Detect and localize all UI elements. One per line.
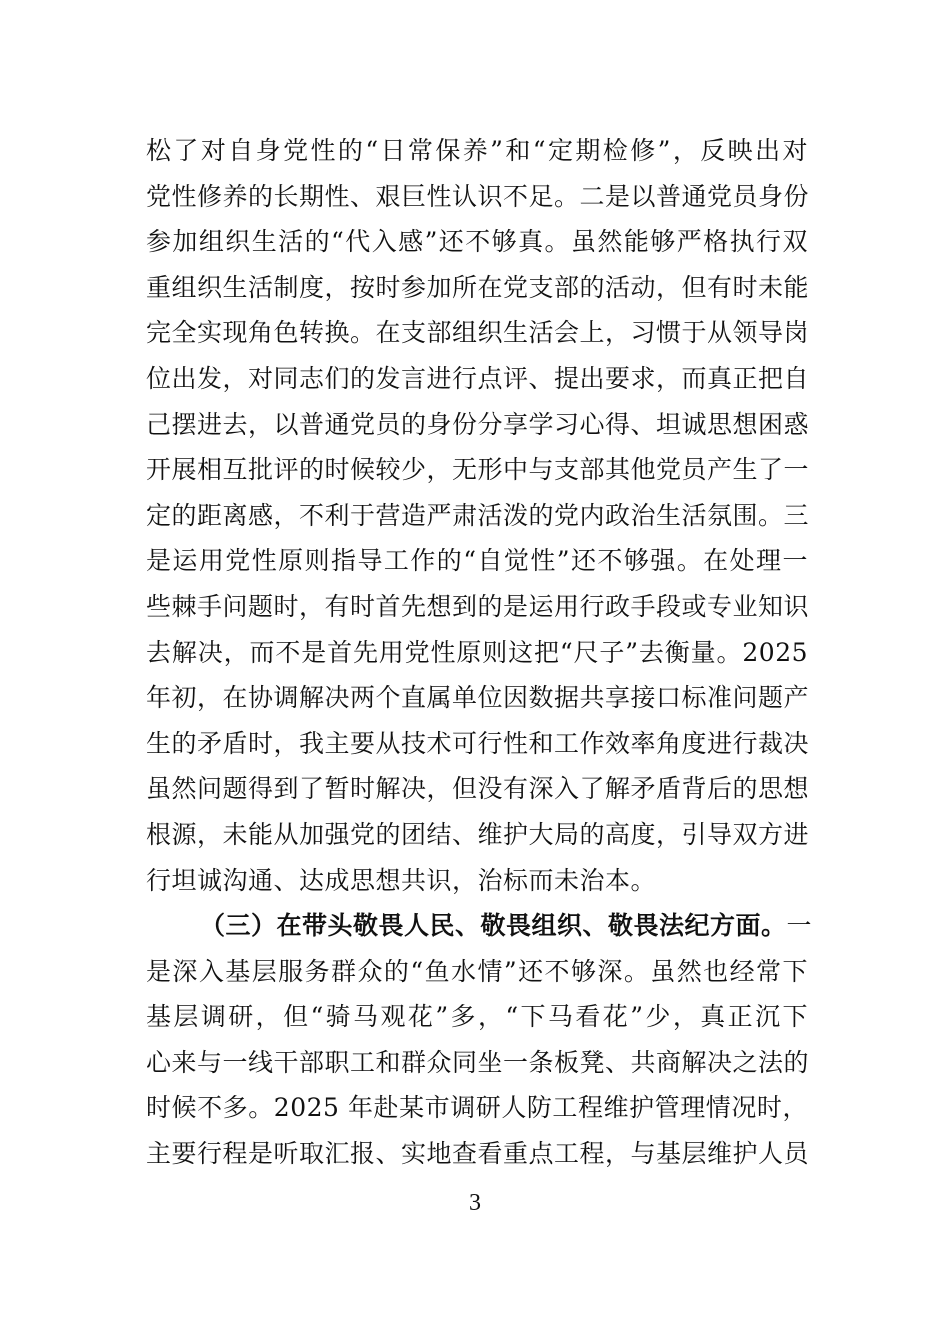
text-line: 心来与一线干部职工和群众同坐一条板凳、共商解决之法的 <box>146 1047 810 1077</box>
text-line: 行坦诚沟通、达成思想共识，治标而未治本。 <box>146 865 657 895</box>
text-line: 定的距离感，不利于营造严肃活泼的党内政治生活氛围。三 <box>146 500 810 530</box>
text-line: 些棘手问题时，有时首先想到的是运用行政手段或专业知识 <box>146 591 810 621</box>
text-line: 参加组织生活的“代入感”还不够真。虽然能够严格执行双 <box>146 227 808 257</box>
text-line: 主要行程是听取汇报、实地查看重点工程，与基层维护人员 <box>146 1139 810 1169</box>
section-3-heading: （三）在带头敬畏人民、敬畏组织、敬畏法纪方面。 <box>200 911 787 941</box>
text-line: 重组织生活制度，按时参加所在党支部的活动，但有时未能 <box>146 272 810 302</box>
text-line: 是运用党性原则指导工作的“自觉性”还不够强。在处理一 <box>146 546 808 576</box>
section-3-first-line-rest: 一 <box>786 911 813 941</box>
text-line: 基层调研，但“骑马观花”多，“下马看花”少，真正沉下 <box>146 1002 808 1032</box>
text-line: 虽然问题得到了暂时解决，但没有深入了解矛盾背后的思想 <box>146 774 810 804</box>
text-line: 完全实现角色转换。在支部组织生活会上，习惯于从领导岗 <box>146 318 810 348</box>
text-line: 己摆进去，以普通党员的身份分享学习心得、坦诚思想困惑 <box>146 409 810 439</box>
text-line: 位出发，对同志们的发言进行点评、提出要求，而真正把自 <box>146 363 810 393</box>
text-line: 开展相互批评的时候较少，无形中与支部其他党员产生了一 <box>146 455 810 485</box>
text-line: 松了对自身党性的“日常保养”和“定期检修”，反映出对 <box>146 136 808 165</box>
text-line: 年初，在协调解决两个直属单位因数据共享接口标准问题产 <box>146 683 810 713</box>
text-line: 生的矛盾时，我主要从技术可行性和工作效率角度进行裁决 <box>146 728 810 758</box>
text-line: 去解决，而不是首先用党性原则这把“尺子”去衡量。2025 <box>146 637 808 667</box>
body-text <box>146 128 813 1177</box>
page-number: 3 <box>469 1190 481 1216</box>
text-line: 根源，未能从加强党的团结、维护大局的高度，引导双方进 <box>146 819 810 849</box>
section-3-first-line <box>146 903 813 949</box>
text-line: 时候不多。2025 年赴某市调研人防工程维护管理情况时， <box>146 1093 808 1123</box>
text-line: 党性修养的长期性、艰巨性认识不足。二是以普通党员身份 <box>146 181 810 211</box>
text-line: 是深入基层服务群众的“鱼水情”还不够深。虽然也经常下 <box>146 956 808 986</box>
